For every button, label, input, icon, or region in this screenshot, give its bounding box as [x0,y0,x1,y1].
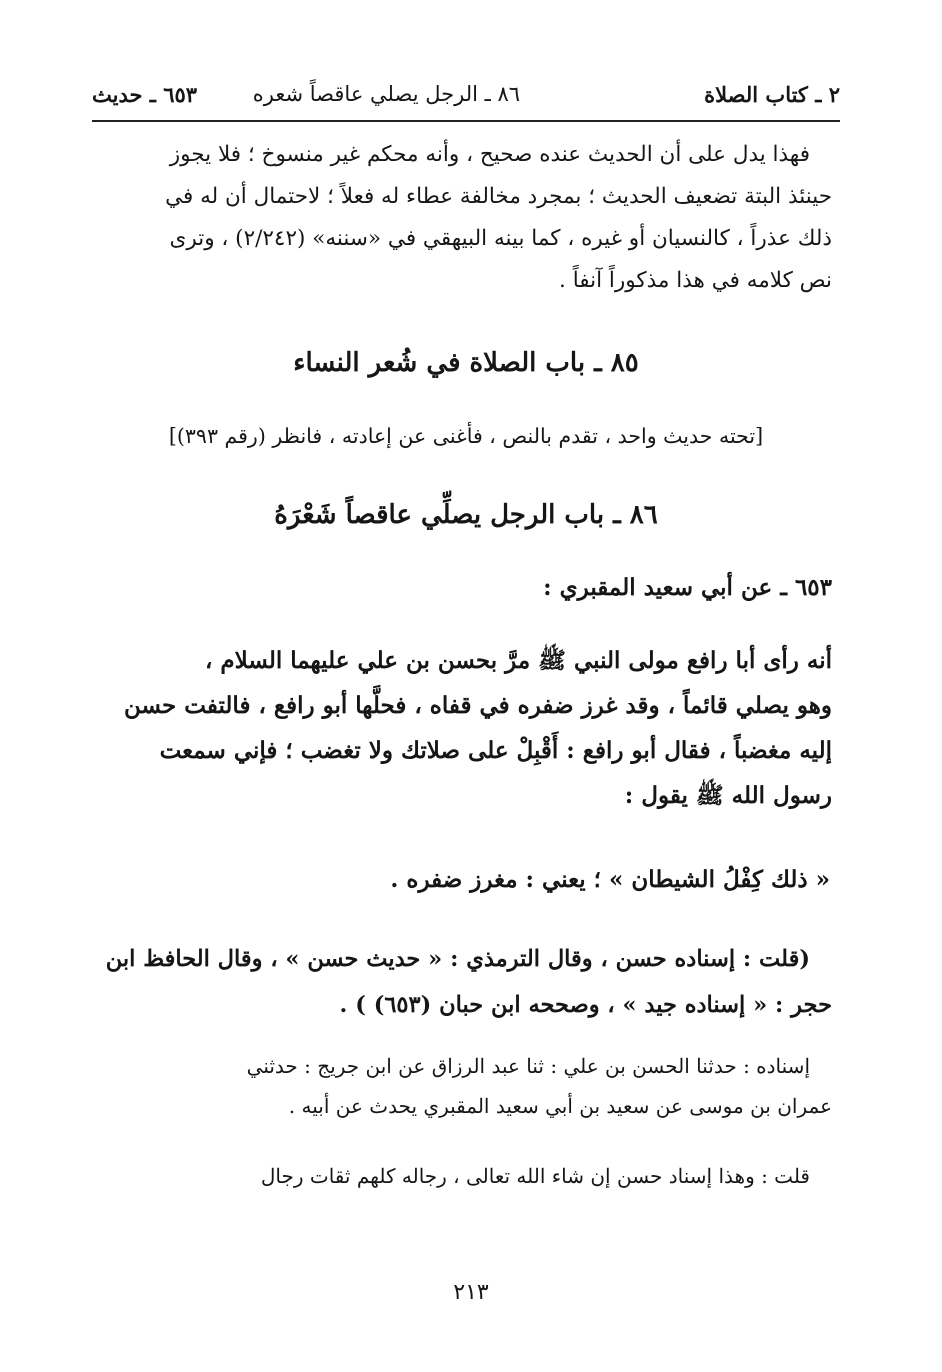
text-line: نص كلامه في هذا مذكوراً آنفاً . [559,268,832,293]
header-book-title: ٢ ـ كتاب الصلاة [704,82,840,107]
page-number: ٢١٣ [453,1280,489,1305]
running-header [92,70,840,122]
text-line: وهو يصلي قائماً ، وقد غرز ضفره في قفاه ، فحلَّها أبو رافع ، فالتفت حسن [124,692,832,719]
chapter-85-note: [تحته حديث واحد ، تقدم بالنص ، فأغنى عن إعادته ، فانظر (رقم ٣٩٣)] [168,424,764,448]
hadith-quote: « ذلك كِفْلُ الشيطان » ؛ يعني : مغرز ضفره . [390,866,830,893]
text-line: عمران بن موسى عن سعيد بن أبي سعيد المقبري يحدث عن أبيه . [288,1094,832,1118]
text-line: فهذا يدل على أن الحديث عنده صحيح ، وأنه محكم غير منسوخ ؛ فلا يجوز [169,142,810,167]
text-line: إليه مغضباً ، فقال أبو رافع : أَقْبِلْ على صلاتك ولا تغضب ؛ فإني سمعت [159,737,832,764]
header-hadith-number: ٦٥٣ ـ حديث [92,82,198,107]
hadith-text [100,638,832,818]
chapter-85-title: ٨٥ ـ باب الصلاة في شُعر النساء [293,348,639,378]
text-line: ذلك عذراً ، كالنسيان أو غيره ، كما بينه البيهقي في «سننه» (٢/٢٤٢) ، وترى [169,226,832,251]
text-line: حجر : « إسناده جيد » ، وصححه ابن حبان (٦٥٣) ) . [339,992,832,1018]
header-chapter-title: ٨٦ ـ الرجل يصلي عاقصاً شعره [252,82,520,106]
chapter-86-title: ٨٦ ـ باب الرجل يصلِّي عاقصاً شَعْرَهُ [274,500,658,530]
header-divider [92,120,840,122]
intro-paragraph [100,134,832,302]
text-line: قلت : وهذا إسناد حسن إن شاء الله تعالى ، رجاله كلهم ثقات رجال [260,1164,810,1188]
text-line: (قلت : إسناده حسن ، وقال الترمذي : « حديث حسن » ، وقال الحافظ ابن [105,946,810,972]
text-line: حينئذ البتة تضعيف الحديث ؛ بمجرد مخالفة عطاء له فعلاً ؛ لاحتمال أن له في [165,184,832,209]
grading-paragraph [100,936,832,1028]
isnad-paragraph [100,1046,832,1126]
text-line: إسناده : حدثنا الحسن بن علي : ثنا عبد الرزاق عن ابن جريج : حدثني [246,1054,810,1078]
commentary-paragraph [100,1156,832,1196]
text-line: أنه رأى أبا رافع مولى النبي ﷺ مرَّ بحسن بن علي عليهما السلام ، [204,647,832,674]
text-line: رسول الله ﷺ يقول : [624,782,832,809]
hadith-number-line: ٦٥٣ ـ عن أبي سعيد المقبري : [543,574,832,601]
